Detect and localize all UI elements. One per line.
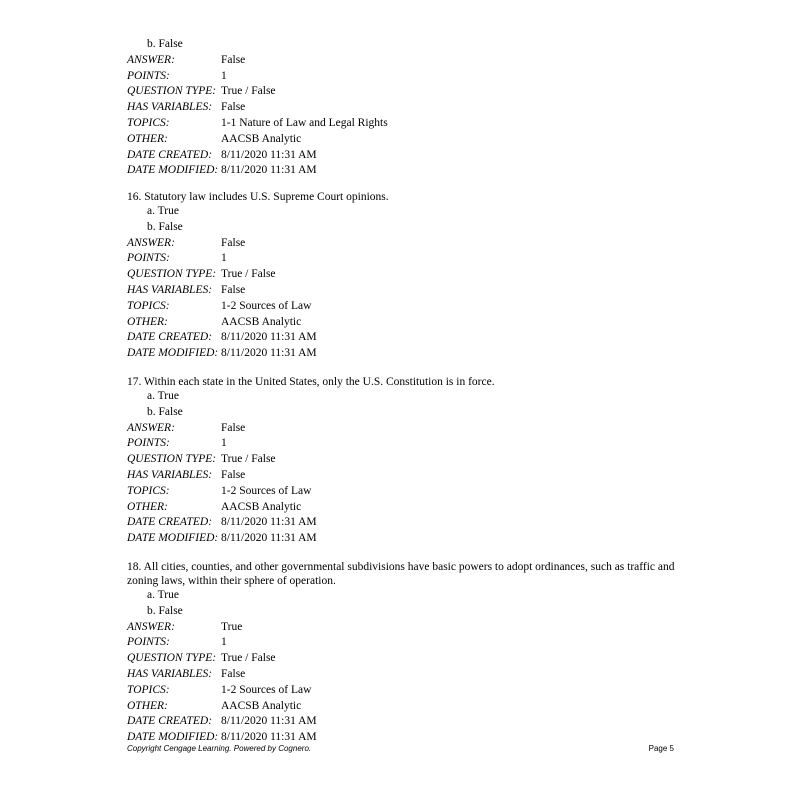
question-text: 17. Within each state in the United States, only the U.S. Constitution is in force.: [127, 376, 495, 388]
answer-option: b. False: [147, 220, 183, 233]
meta-row: [127, 484, 687, 500]
meta-value: True / False: [221, 453, 276, 466]
meta-row: [127, 315, 687, 331]
question-block: [127, 375, 687, 547]
meta-value: 1: [221, 636, 227, 649]
answer-option: a. True: [147, 390, 179, 402]
meta-value: 1-1 Nature of Law and Legal Rights: [221, 116, 388, 129]
meta-value: 8/11/2020 11:31 AM: [221, 347, 317, 360]
meta-key: ANSWER:: [127, 421, 175, 434]
meta-value: True / False: [221, 85, 276, 98]
answer-option: b. False: [147, 405, 183, 418]
page-footer: [127, 744, 674, 753]
meta-key: TOPICS:: [127, 683, 170, 696]
meta-value: True / False: [221, 268, 276, 281]
meta-row: [127, 421, 687, 437]
meta-key: QUESTION TYPE:: [127, 85, 217, 98]
meta-value: 8/11/2020 11:31 AM: [221, 532, 317, 545]
meta-key: QUESTION TYPE:: [127, 652, 217, 665]
meta-key: OTHER:: [127, 315, 168, 328]
meta-value: 8/11/2020 11:31 AM: [221, 164, 317, 177]
meta-value: False: [221, 283, 246, 296]
meta-key: ANSWER:: [127, 236, 175, 249]
meta-key: DATE CREATED:: [127, 148, 213, 161]
meta-value: 1-2 Sources of Law: [221, 299, 312, 312]
meta-row: [127, 132, 687, 148]
meta-key: DATE MODIFIED:: [127, 347, 219, 360]
answer-option: a. True: [147, 205, 179, 217]
meta-row: [127, 251, 687, 267]
meta-value: False: [221, 468, 246, 481]
meta-row: [127, 116, 687, 132]
question-block: [127, 190, 687, 362]
meta-row: [127, 468, 687, 484]
meta-row: [127, 651, 687, 667]
answer-option: b. False: [147, 604, 183, 617]
meta-value: 8/11/2020 11:31 AM: [221, 715, 317, 728]
meta-row: [127, 620, 687, 636]
meta-row: [127, 330, 687, 346]
meta-key: DATE CREATED:: [127, 331, 213, 344]
meta-key: POINTS:: [127, 69, 170, 82]
meta-key: POINTS:: [127, 437, 170, 450]
meta-row: [127, 667, 687, 683]
meta-key: HAS VARIABLES:: [127, 283, 213, 296]
meta-key: TOPICS:: [127, 299, 170, 312]
meta-value: 1-2 Sources of Law: [221, 484, 312, 497]
meta-row: [127, 236, 687, 252]
meta-value: True: [221, 620, 243, 633]
meta-row: [127, 267, 687, 283]
meta-row: [127, 346, 687, 362]
page-number: Page 5: [648, 744, 674, 753]
answer-option: b. False: [147, 38, 183, 50]
meta-value: False: [221, 101, 246, 114]
meta-row: [127, 714, 687, 730]
meta-value: 8/11/2020 11:31 AM: [221, 331, 317, 344]
meta-row: [127, 299, 687, 315]
meta-row: [127, 53, 687, 69]
meta-key: ANSWER:: [127, 620, 175, 633]
meta-row: [127, 436, 687, 452]
meta-value: 1: [221, 437, 227, 450]
meta-row: [127, 163, 687, 179]
question-text: 18. All cities, counties, and other governmental subdivisions have basic powers to adopt ordinances, such as traffic and zoning laws, within their sphere of operation.: [127, 561, 675, 587]
meta-value: False: [221, 236, 246, 249]
meta-value: False: [221, 667, 246, 680]
meta-value: True / False: [221, 652, 276, 665]
meta-key: DATE CREATED:: [127, 516, 213, 529]
meta-key: POINTS:: [127, 252, 170, 265]
meta-value: 8/11/2020 11:31 AM: [221, 148, 317, 161]
copyright-text: Copyright Cengage Learning. Powered by Cognero.: [127, 744, 312, 753]
meta-key: ANSWER:: [127, 53, 175, 66]
meta-key: DATE MODIFIED:: [127, 532, 219, 545]
meta-key: OTHER:: [127, 699, 168, 712]
meta-value: 1: [221, 69, 227, 82]
meta-key: DATE CREATED:: [127, 715, 213, 728]
meta-row: [127, 452, 687, 468]
meta-value: 8/11/2020 11:31 AM: [221, 731, 317, 744]
meta-key: DATE MODIFIED:: [127, 731, 219, 744]
meta-value: AACSB Analytic: [221, 132, 302, 145]
meta-key: QUESTION TYPE:: [127, 268, 217, 281]
meta-value: False: [221, 53, 246, 66]
meta-value: 1: [221, 252, 227, 265]
meta-key: HAS VARIABLES:: [127, 468, 213, 481]
meta-row: [127, 283, 687, 299]
meta-value: 1-2 Sources of Law: [221, 683, 312, 696]
meta-value: AACSB Analytic: [221, 699, 302, 712]
question-block: [127, 37, 687, 179]
meta-value: AACSB Analytic: [221, 500, 302, 513]
meta-key: HAS VARIABLES:: [127, 667, 213, 680]
meta-key: POINTS:: [127, 636, 170, 649]
meta-row: [127, 699, 687, 715]
meta-key: OTHER:: [127, 500, 168, 513]
meta-row: [127, 69, 687, 85]
meta-row: [127, 500, 687, 516]
meta-key: DATE MODIFIED:: [127, 164, 219, 177]
meta-row: [127, 531, 687, 547]
meta-row: [127, 515, 687, 531]
question-block: [127, 560, 687, 746]
meta-row: [127, 148, 687, 164]
meta-key: TOPICS:: [127, 116, 170, 129]
meta-row: [127, 100, 687, 116]
question-text: 16. Statutory law includes U.S. Supreme Court opinions.: [127, 191, 389, 203]
meta-value: AACSB Analytic: [221, 315, 302, 328]
meta-value: 8/11/2020 11:31 AM: [221, 516, 317, 529]
meta-key: TOPICS:: [127, 484, 170, 497]
answer-option: a. True: [147, 589, 179, 601]
meta-key: HAS VARIABLES:: [127, 101, 213, 114]
meta-row: [127, 635, 687, 651]
meta-row: [127, 84, 687, 100]
meta-value: False: [221, 421, 246, 434]
meta-row: [127, 683, 687, 699]
meta-key: OTHER:: [127, 132, 168, 145]
meta-key: QUESTION TYPE:: [127, 453, 217, 466]
